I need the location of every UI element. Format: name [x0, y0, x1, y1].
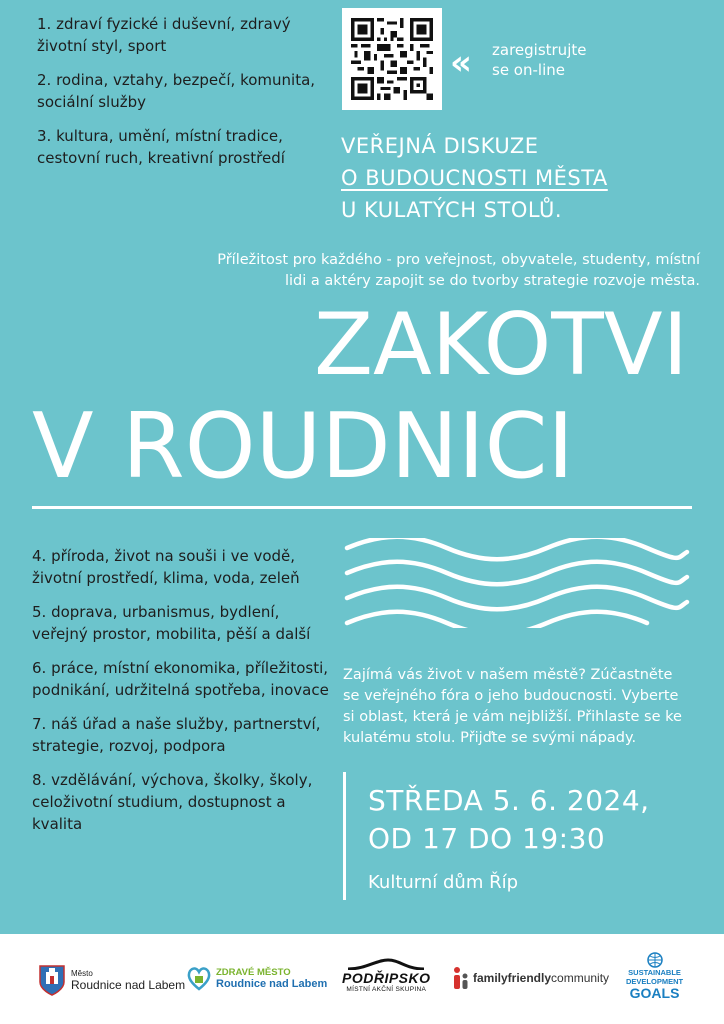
- heart-house-icon: [186, 964, 212, 992]
- event-venue: Kulturní dům Říp: [368, 872, 519, 893]
- sdg-line-2: DEVELOPMENT: [626, 977, 684, 986]
- headline-line-1: VEŘEJNÁ DISKUZE: [341, 134, 539, 158]
- headline-line-3: U KULATÝCH STOLŮ.: [341, 198, 563, 222]
- registration-line-1: zaregistrujte: [492, 41, 587, 59]
- mountain-icon: [346, 958, 426, 970]
- title-underline-divider: [32, 506, 692, 509]
- family-friendly-bold: familyfriendly: [473, 971, 552, 985]
- healthy-city-name: Roudnice nad Labem: [216, 977, 328, 990]
- event-accent-bar: [343, 772, 346, 900]
- healthy-city-label: ZDRAVÉ MĚSTO: [216, 966, 291, 978]
- title-line-1: ZAKOTVI: [314, 295, 688, 395]
- topic-item: 2. rodina, vztahy, bezpečí, komunita, sociální služby: [37, 71, 316, 111]
- topic-list-bottom: [32, 545, 332, 847]
- logo-podripsko[interactable]: [342, 958, 431, 993]
- invitation-text: Zajímá vás život v našem městě? Zúčastněte se veřejného fóra o jeho budoucnosti. Vyberte si oblast, která je vám nejbližší. Přihlaste se ke kulatému stolu. Přijďte se svými nápady.: [343, 667, 682, 746]
- city-small-label: Město: [71, 968, 93, 978]
- family-icon: [452, 966, 470, 990]
- partner-logos-footer: [0, 934, 724, 1024]
- logo-sdg[interactable]: [626, 952, 683, 1001]
- intro-text: Příležitost pro každého - pro veřejnost, obyvatele, studenty, místní lidi a aktéry zapojit se do tvorby strategie rozvoje města.: [217, 252, 700, 289]
- podripsko-subtitle: MÍSTNÍ AKČNÍ SKUPINA: [346, 986, 427, 993]
- waves-icon: [342, 538, 692, 628]
- topic-item: 4. příroda, život na souši i ve vodě, životní prostředí, klima, voda, zeleň: [32, 547, 300, 587]
- title-line-2: V ROUDNICI: [32, 394, 574, 499]
- registration-link[interactable]: [492, 40, 586, 80]
- topic-item: 8. vzdělávání, výchova, školky, školy, celoživotní studium, dostupnost a kvalita: [32, 771, 313, 833]
- logo-healthy-city[interactable]: [186, 964, 327, 992]
- logo-roudnice-city[interactable]: [38, 964, 185, 996]
- topic-item: 5. doprava, urbanismus, bydlení, veřejný prostor, mobilita, pěší a další: [32, 603, 311, 643]
- topic-item: 6. práce, místní ekonomika, příležitosti, podnikání, udržitelná spotřeba, inovace: [32, 659, 329, 699]
- topic-list-top: [37, 13, 327, 181]
- sdg-goals: GOALS: [629, 985, 680, 1001]
- event-time: OD 17 DO 19:30: [368, 822, 606, 855]
- topic-item: 1. zdraví fyzické i duševní, zdravý životní styl, sport: [37, 15, 291, 55]
- event-headline: [341, 130, 608, 226]
- podripsko-name: PODŘIPSKO: [342, 970, 431, 986]
- registration-qr-code[interactable]: [342, 8, 442, 110]
- topic-item: 3. kultura, umění, místní tradice, cestovní ruch, kreativní prostředí: [37, 127, 285, 167]
- topic-item: 7. náš úřad a naše služby, partnerství, strategie, rozvoj, podpora: [32, 715, 321, 755]
- family-friendly-rest: community: [551, 971, 610, 985]
- event-date: STŘEDA 5. 6. 2024,: [368, 784, 650, 817]
- city-name: Roudnice nad Labem: [71, 977, 186, 992]
- registration-line-2: se on-line: [492, 61, 565, 79]
- event-datetime: [368, 782, 650, 858]
- double-chevron-left-icon: «: [450, 43, 472, 83]
- city-coat-of-arms-icon: [38, 964, 66, 996]
- logo-family-friendly[interactable]: [452, 966, 609, 990]
- sdg-line-1: SUSTAINABLE: [628, 968, 681, 977]
- qr-code-graphic: [351, 17, 433, 101]
- headline-line-2: O BUDOUCNOSTI MĚSTA: [341, 166, 608, 190]
- un-globe-icon: [647, 952, 663, 968]
